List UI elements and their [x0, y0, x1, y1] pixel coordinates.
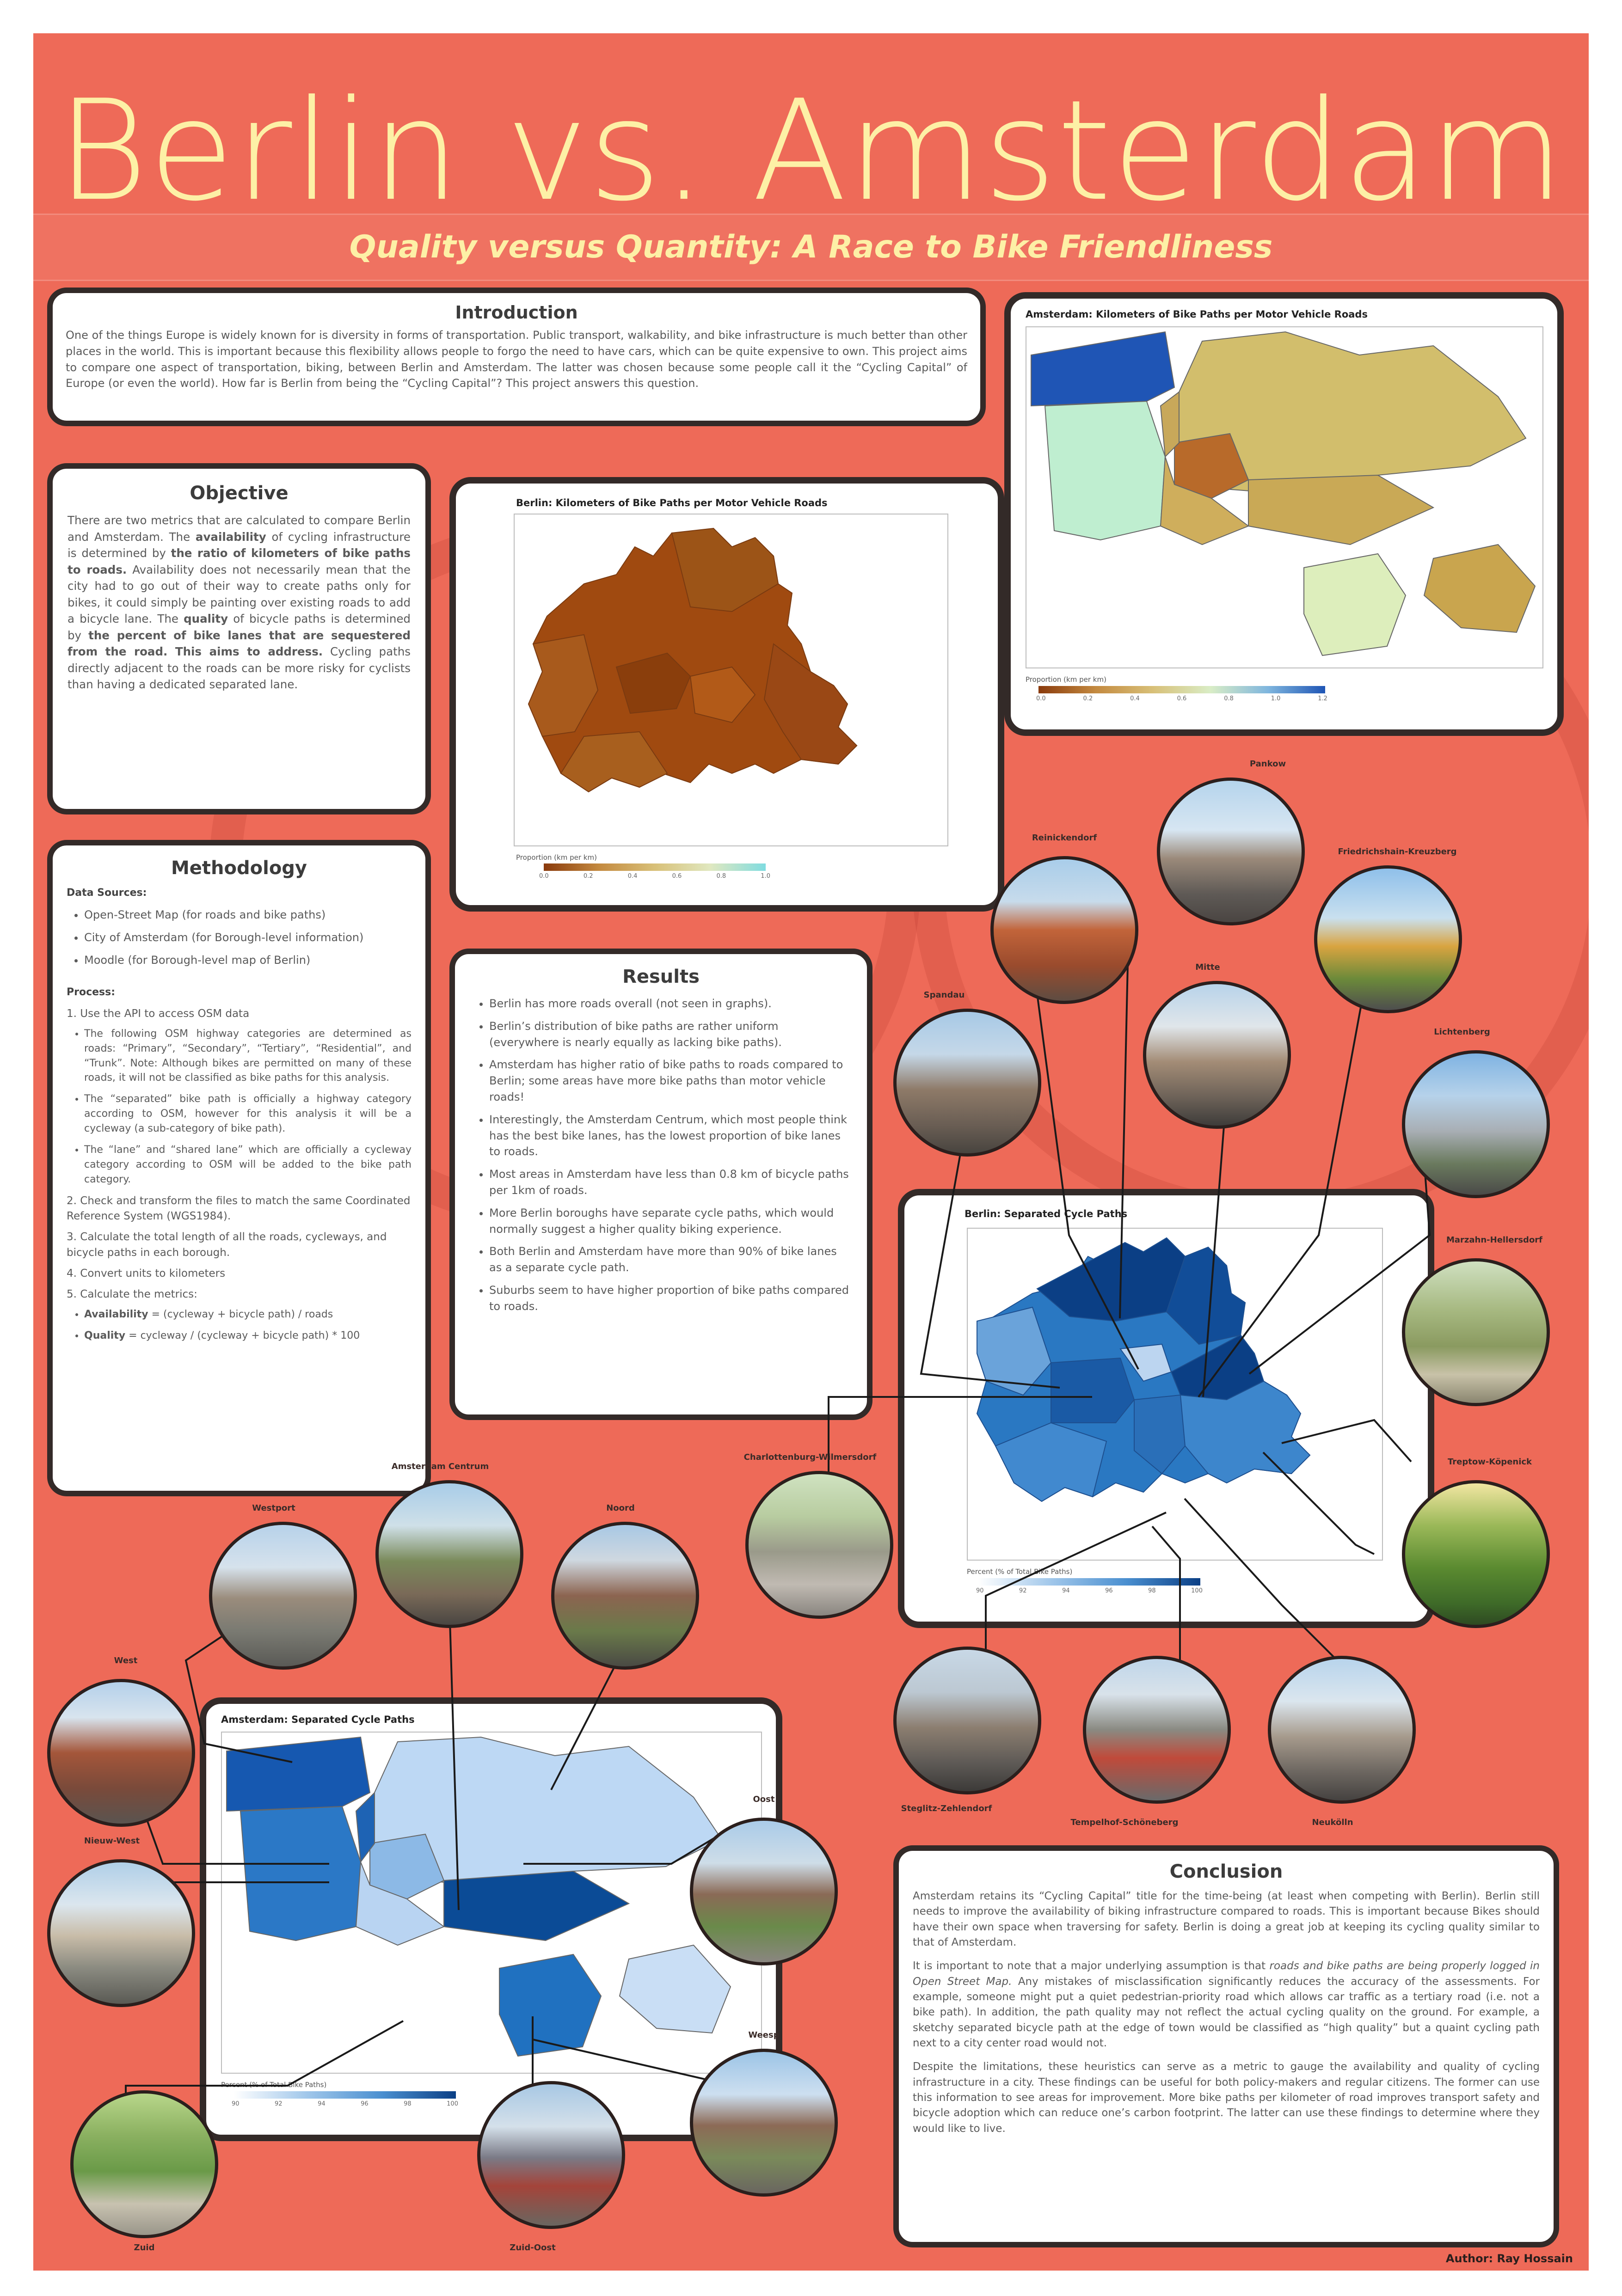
photo-label: West [114, 1656, 138, 1665]
photo-label: Pankow [1249, 759, 1286, 769]
metric-formula: = (cycleway + bicycle path) / roads [148, 1308, 333, 1320]
objective-sentence: The [157, 612, 184, 626]
conclusion-text [913, 1959, 1540, 2051]
conclusion-text: Amsterdam retains its “Cycling Capital” title for the time-being (at least when competing with Berlin). Berlin still needs to improve the availability of biking infrastructure compared to roads. This is important because Bikes should have their own space when traversing for safety. Berlin is doing a great job at keeping its cycling quality similar to that of Amsterdam. [913, 1890, 1540, 1949]
photo-label: Westport [252, 1503, 295, 1513]
street-photo-friedrichshain-kreuzberg [1314, 865, 1462, 1013]
legend-ticks [1036, 695, 1327, 702]
conclusion-panel [893, 1845, 1559, 2247]
poster-subtitle: Quality versus Quantity: A Race to Bike Friendliness [33, 214, 1589, 281]
photo-label: Zuid [134, 2243, 155, 2253]
metric-label: Quality [84, 1329, 126, 1341]
tick-label: 0.0 [539, 873, 549, 880]
process-step: 3. Calculate the total length of all the roads, cycleways, and bicycle paths in each borough. [67, 1231, 387, 1259]
availability-term: availability [195, 530, 266, 544]
tick-label: 0.0 [1036, 695, 1046, 702]
tick-label: 92 [1019, 1587, 1027, 1594]
conclusion-sentence: Any mistakes of misclassification significantly reduces the accuracy of the assessments. For example, someone might put a quiet pedestrian-priority road which allows car traffic as a tertiary road (i.e. not a bike path). In addition, the path quality may not reflect the actual cycling quality on the ground. For example, a sketchy separated bicycle path at the edge of town would be classified as “high quality” but a quaint cycling path next to a city center road would not. [913, 1975, 1540, 2050]
street-photo-westport [209, 1522, 357, 1670]
process-bullets [67, 1027, 412, 1187]
conclusion-sentence: It is important to note that a major underlying assumption is that [913, 1960, 1270, 1972]
photo-label: Treptow-Köpenick [1447, 1457, 1532, 1467]
photo-label: Reinickendorf [1032, 833, 1097, 843]
tick-label: 0.4 [1130, 695, 1140, 702]
street-photo-spandau [893, 1009, 1041, 1157]
list-item: • Open-Street Map (for roads and bike paths) [84, 907, 412, 923]
amsterdam-boroughs-shape [1026, 327, 1542, 667]
list-item: • More Berlin boroughs have separate cycle paths, which would normally suggest a higher quality biking experience. [489, 1205, 850, 1237]
data-sources-heading: Data Sources: [67, 887, 147, 899]
tick-label: 0.8 [716, 873, 726, 880]
tick-label: 94 [318, 2100, 326, 2107]
list-item: • Both Berlin and Amsterdam have more than 90% of bike lanes as a separate cycle path. [489, 1243, 850, 1276]
tick-label: 96 [361, 2100, 369, 2107]
street-photo-weesp [690, 2049, 838, 2197]
poster [33, 33, 1589, 2271]
list-item: • Interestingly, the Amsterdam Centrum, which most people think has the best bike lanes, has the lowest proportion of bike lanes to roads. [489, 1112, 850, 1160]
list-item: • Moodle (for Borough-level map of Berlin) [84, 952, 412, 968]
map-frame [1026, 326, 1543, 668]
berlin-availability-map [449, 477, 1004, 912]
metric-formula: = cycleway / (cycleway + bicycle path) * 100 [125, 1329, 360, 1341]
list-item: • The “lane” and “shared lane” which are officially a cycleway category according to OSM will be added to the bike path category. [84, 1143, 412, 1187]
tick-label: 0.4 [627, 873, 638, 880]
legend-bar [234, 2091, 456, 2099]
methodology-panel [47, 840, 431, 1496]
photo-label: Nieuw-West [84, 1836, 140, 1846]
street-photo-mitte [1143, 981, 1291, 1129]
objective-sentence: There are two metrics that are calculated to compare Berlin and Amsterdam. [68, 514, 411, 544]
quality-definition: the percent of bike lanes that are sequestered from the road. This aims to address. [68, 628, 411, 659]
photo-label: Tempelhof-Schöneberg [1070, 1818, 1179, 1827]
photo-label: Friedrichshain-Kreuzberg [1338, 847, 1457, 857]
borough-shape [1248, 475, 1433, 545]
street-photo-noord [551, 1522, 699, 1670]
objective-sentence: of cycling infrastructure is determined by [68, 530, 411, 560]
street-photo-treptow-koepenick [1402, 1480, 1550, 1628]
list-item: • Berlin has more roads overall (not seen in graphs). [489, 996, 850, 1012]
street-photo-oost [690, 1818, 838, 1965]
objective-heading: Objective [190, 483, 289, 504]
legend-ticks [976, 1587, 1203, 1594]
legend-title: Proportion (km per km) [1026, 675, 1106, 684]
author-credit: Author: Ray Hossain [1445, 2252, 1573, 2265]
tick-label: 0.6 [1177, 695, 1187, 702]
conclusion-text: Despite the limitations, these heuristics can serve as a metric to gauge the availability and quality of cycling infrastructure in a city. These findings can be useful for both policy-makers and regular citizens. The former can use this information to see areas for improvement. More bike paths per kilometer of road improves transport safety and bicycle adoption which can reduce one’s carbon footprint. The latter can use these findings to determine where they would like to live. [913, 2061, 1540, 2135]
street-photo-amsterdam-centrum [375, 1480, 523, 1628]
tick-label: 98 [404, 2100, 412, 2107]
process-step: 2. Check and transform the files to match the same Coordinated Reference System (WGS1984). [67, 1194, 411, 1222]
tick-label: 98 [1148, 1587, 1156, 1594]
street-photo-neukoelln [1268, 1656, 1416, 1804]
tick-label: 100 [1191, 1587, 1203, 1594]
borough-shape [1045, 401, 1165, 540]
process-step: 1. Use the API to access OSM data [67, 1008, 250, 1020]
conclusion-heading: Conclusion [1169, 1861, 1283, 1882]
objective-text [68, 512, 411, 693]
data-sources-list [67, 907, 412, 968]
street-photo-steglitz-zehlendorf [893, 1647, 1041, 1794]
street-photo-lichtenberg [1402, 1050, 1550, 1198]
objective-sentence: Cycling paths directly adjacent to the roads can be more risky for cyclists than having a dedicated separated lane. [68, 645, 411, 692]
borough-shape [444, 1871, 629, 1941]
tick-label: 0.8 [1224, 695, 1234, 702]
legend-bar [978, 1578, 1200, 1586]
tick-label: 1.2 [1318, 695, 1327, 702]
legend-ticks [232, 2100, 458, 2107]
poster-title: Berlin vs. Amsterdam [57, 70, 1565, 232]
amsterdam-availability-map [1004, 292, 1564, 736]
results-list [472, 996, 850, 1315]
process-step: 5. Calculate the metrics: [67, 1288, 197, 1301]
photo-label: Oost [753, 1794, 775, 1804]
legend-ticks [539, 873, 770, 880]
photo-label: Mitte [1195, 962, 1220, 972]
map-title: Amsterdam: Separated Cycle Paths [221, 1714, 415, 1725]
borough-shape [1031, 332, 1174, 406]
process-step: 4. Convert units to kilometers [67, 1267, 226, 1280]
borough-shape [1304, 554, 1406, 655]
objective-sentence: The [169, 530, 196, 544]
introduction-text: One of the things Europe is widely known for is diversity in forms of transportation. Public transport, walkability, and bike infrastructure is much better than other places in the world. This is important because this flexibility allows people to forgo the need to have cars, which can be quite expensive to own. This project aims to compare one aspect of transportation, biking, between Berlin and Amsterdam. The latter was chosen because some people call it the “Cycling Capital” of Europe (or even the world). How far is Berlin from being the “Cycling Capital”? This project answers this question. [66, 329, 967, 390]
street-photo-zuid-oost [477, 2081, 625, 2229]
street-photo-reinickendorf [990, 856, 1138, 1004]
list-item: • Suburbs seem to have higher proportion of bike paths compared to roads. [489, 1282, 850, 1315]
map-frame [514, 514, 948, 846]
legend-bar [544, 863, 766, 871]
list-item [84, 1307, 412, 1322]
objective-panel [47, 463, 431, 814]
metrics-list [67, 1307, 412, 1343]
map-frame [221, 1732, 762, 2074]
map-title: Berlin: Kilometers of Bike Paths per Motor Vehicle Roads [516, 497, 828, 508]
legend-title: Percent (% of Total Bike Paths) [967, 1567, 1073, 1576]
amsterdam-boroughs-shape [222, 1733, 761, 2073]
street-photo-nieuw-west [47, 1859, 195, 2007]
legend-title: Percent (% of Total Bike Paths) [221, 2081, 327, 2089]
street-photo-west [47, 1679, 195, 1827]
list-item [84, 1329, 412, 1343]
list-item: • Most areas in Amsterdam have less than 0.8 km of bicycle paths per 1km of roads. [489, 1166, 850, 1199]
berlin-boroughs-shape [968, 1229, 1382, 1560]
results-panel [449, 949, 872, 1420]
street-photo-marzahn-hellersdorf [1402, 1258, 1550, 1406]
conclusion-emphasis: roads and bike paths are being properly logged in Open Street Map. [913, 1960, 1540, 1988]
quality-term: quality [184, 612, 228, 626]
photo-label: Noord [606, 1503, 635, 1513]
legend-title: Proportion (km per km) [516, 853, 597, 862]
berlin-quality-map [898, 1189, 1434, 1628]
borough-shape [1051, 1358, 1134, 1423]
introduction-heading: Introduction [455, 302, 578, 323]
borough-shape [1424, 545, 1535, 632]
photo-label: Spandau [923, 990, 965, 1000]
objective-sentence: of bicycle paths is determined by [68, 612, 411, 642]
legend-bar [1038, 686, 1325, 693]
list-item: • Berlin’s distribution of bike paths are rather uniform (everywhere is nearly equally as lacking bike paths). [489, 1018, 850, 1051]
tick-label: 0.6 [672, 873, 682, 880]
list-item: • The “separated” bike path is officially a highway category according to OSM, however for this analysis it will be a cycleway (a sub-category of bike path). [84, 1092, 412, 1136]
street-photo-pankow [1157, 778, 1305, 925]
objective-sentence: Availability does not necessarily mean that the city had to go out of their way to create paths only for bikes, it could simply be painting over existing roads to add a bicycle lane. [68, 563, 411, 626]
borough-shape [240, 1806, 361, 1941]
list-item: • Amsterdam has higher ratio of bike paths to roads compared to Berlin; some areas have more bike paths than motor vehicle roads! [489, 1057, 850, 1105]
metric-label: Availability [84, 1308, 148, 1320]
street-photo-zuid [70, 2090, 218, 2238]
photo-label: Charlottenburg-Wilmersdorf [743, 1452, 877, 1462]
photo-label: Marzahn-Hellersdorf [1446, 1235, 1543, 1245]
tick-label: 92 [275, 2100, 283, 2107]
tick-label: 96 [1105, 1587, 1113, 1594]
tick-label: 94 [1062, 1587, 1070, 1594]
photo-label: Amsterdam Centrum [391, 1462, 489, 1471]
borough-shape [499, 1954, 601, 2056]
street-photo-tempelhof-schoeneberg [1083, 1656, 1231, 1804]
introduction-panel [47, 288, 986, 426]
photo-label: Steglitz-Zehlendorf [901, 1804, 992, 1813]
borough-shape [620, 1945, 731, 2033]
tick-label: 90 [976, 1587, 984, 1594]
tick-label: 0.2 [583, 873, 593, 880]
map-frame [967, 1228, 1383, 1561]
tick-label: 100 [447, 2100, 458, 2107]
map-title: Berlin: Separated Cycle Paths [965, 1208, 1128, 1219]
methodology-heading: Methodology [171, 857, 307, 879]
photo-label: Lichtenberg [1434, 1027, 1490, 1037]
photo-label: Weesp [748, 2030, 780, 2040]
tick-label: 90 [232, 2100, 240, 2107]
map-title: Amsterdam: Kilometers of Bike Paths per Motor Vehicle Roads [1026, 309, 1368, 320]
tick-label: 1.0 [761, 873, 770, 880]
berlin-boroughs-shape [515, 514, 947, 845]
tick-label: 1.0 [1271, 695, 1281, 702]
availability-definition: the ratio of kilometers of bike paths to roads. [68, 546, 411, 576]
list-item: • The following OSM highway categories are determined as roads: “Primary”, “Secondary”, “Tertiary”, “Residential”, and “Trunk”. Note: Although bikes are permitted on many of these roads, it will not be classified as bike paths for this analysis. [84, 1027, 412, 1086]
list-item: • City of Amsterdam (for Borough-level information) [84, 930, 412, 946]
photo-label: Neukölln [1312, 1818, 1353, 1827]
street-photo-charlottenburg-wilmersdorf [745, 1471, 893, 1619]
process-heading: Process: [67, 986, 116, 998]
borough-shape [227, 1737, 370, 1811]
results-heading: Results [622, 966, 700, 987]
tick-label: 0.2 [1083, 695, 1093, 702]
photo-label: Zuid-Oost [510, 2243, 556, 2253]
